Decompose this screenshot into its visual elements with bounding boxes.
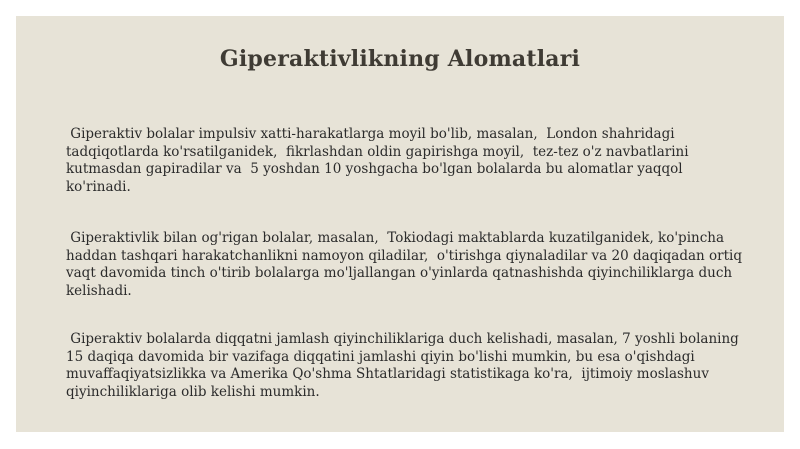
- slide: [16, 16, 784, 432]
- paragraph-impulsivity: Giperaktiv bolalar impulsiv xatti-harakatlarga moyil bo'lib, masalan, London shahridagi tadqiqotlarda ko'rsatilganidek, fikrlashdan oldin gapirishga moyil, tez-tez o'z navbatlarini kutmasdan gapiradilar va 5 yoshdan 10 yoshgacha bo'lgan bolalarda bu alomatlar yaqqol ko'rinadi.: [66, 126, 693, 195]
- paragraph-hyperactivity: Giperaktivlik bilan og'rigan bolalar, masalan, Tokiodagi maktablarda kuzatilganidek, ko'pincha haddan tashqari harakatchanlikni namoyon qiladilar, o'tirishga qiynaladilar va 20 daqiqadan ortiq vaqt davomida tinch o'tirib bolalarga mo'ljallangan o'yinlarda qatnashishda qiyinchiliklarga duch kelishadi.: [66, 230, 747, 299]
- paragraph-attention: Giperaktiv bolalarda diqqatni jamlash qiyinchiliklariga duch kelishadi, masalan, 7 yoshli bolaning 15 daqiqa davomida bir vazifaga diqqatini jamlashi qiyin bo'lishi mumkin, bu esa o'qishdagi muvaffaqiyatsizlikka va Amerika Qo'shma Shtatlaridagi statistikaga ko'ra, ijtimoiy moslashuv qiyinchiliklariga olib kelishi mumkin.: [66, 331, 744, 400]
- slide-title: Giperaktivlikning Alomatlari: [219, 46, 581, 72]
